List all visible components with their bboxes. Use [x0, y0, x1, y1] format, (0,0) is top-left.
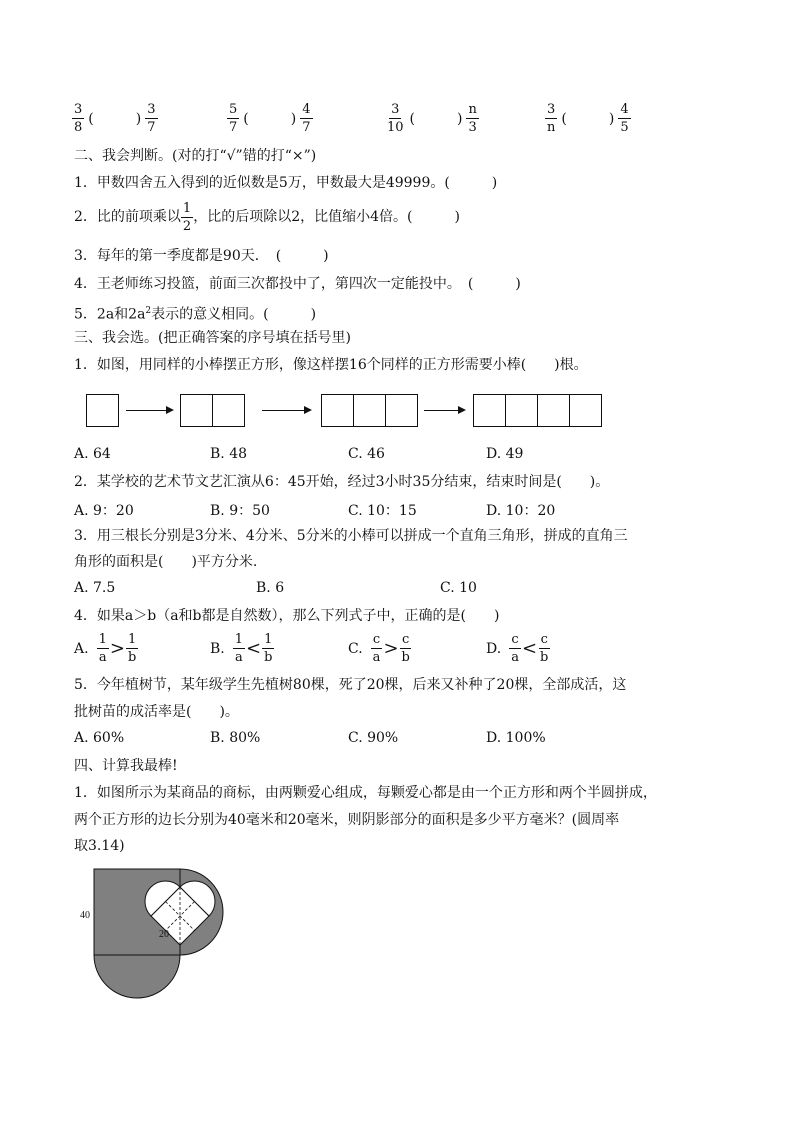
option-label: B.	[210, 640, 225, 657]
answer-paren[interactable]: ( )	[409, 111, 463, 127]
fraction: $\frac{3}{10}$	[387, 101, 404, 135]
fraction: $\frac{1}{a}$	[234, 632, 244, 665]
square	[505, 394, 538, 427]
option-label: D.	[486, 640, 502, 657]
option-d[interactable]	[486, 633, 550, 664]
q5-text-pre: 5．2a和2a	[74, 306, 146, 323]
compare-item-3	[385, 103, 545, 134]
option-c[interactable]: C. 90%	[348, 730, 399, 746]
answer-paren[interactable]: ( )	[243, 111, 297, 127]
compare-row	[72, 98, 631, 138]
square	[537, 394, 570, 427]
label-20: 20	[159, 929, 169, 940]
fraction: $\frac{c}{b}$	[540, 632, 549, 665]
square	[86, 394, 119, 427]
fraction: $\frac{5}{7}$	[229, 101, 238, 135]
option-c[interactable]: C. 10：15	[348, 503, 417, 519]
square	[569, 394, 602, 427]
heart-logo-figure	[76, 864, 256, 1009]
fraction: $\frac{c}{a}$	[372, 632, 381, 665]
choice-question-5-line2: 批树苗的成活率是( )。	[74, 704, 239, 720]
square	[212, 394, 245, 427]
section4-title: 四、计算我最棒!	[74, 758, 178, 774]
judge-question-5	[74, 301, 316, 325]
compare-item-1	[72, 103, 227, 134]
calc-question-1-line3: 取3.14)	[74, 838, 125, 854]
option-a[interactable]: A. 60%	[74, 730, 125, 746]
calc-question-1-line2: 两个正方形的边长分别为40毫米和20毫米，则阴影部分的面积是多少平方毫米？(圆周率	[74, 812, 620, 828]
option-a[interactable]: A. 9：20	[74, 503, 134, 519]
compare-sign: <	[521, 638, 538, 659]
option-label: A.	[74, 640, 89, 657]
square	[353, 394, 386, 427]
square	[180, 394, 213, 427]
option-a[interactable]	[74, 633, 138, 664]
fraction: $\frac{4}{7}$	[302, 101, 311, 135]
option-label: C.	[348, 640, 363, 657]
option-b[interactable]: B. 80%	[210, 730, 261, 746]
section2-title: 二、我会判断。(对的打“√”错的打“×”)	[74, 148, 317, 164]
compare-item-2	[227, 103, 385, 134]
fraction: $\frac{3}{8}$	[74, 101, 83, 135]
square	[473, 394, 506, 427]
calc-question-1-line1: 1．如图所示为某商品的商标，由两颗爱心组成，每颗爱心都是由一个正方形和两个半圆拼成，	[74, 785, 657, 801]
q5-text-post: 表示的意义相同。( )	[151, 306, 317, 323]
compare-sign: >	[383, 638, 399, 659]
option-d[interactable]: D. 100%	[486, 730, 546, 746]
choice-question-1: 1．如图，用同样的小棒摆正方形，像这样摆16个同样的正方形需要小棒( )根。	[74, 357, 588, 373]
option-b[interactable]	[210, 633, 274, 664]
choice-question-5-line1: 5．今年植树节，某年级学生先植树80棵，死了20棵，后来又补种了20棵，全部成活，这	[74, 677, 627, 693]
fraction: $\frac{n}{3}$	[468, 101, 477, 135]
judge-question-1: 1．甲数四舍五入得到的近似数是5万，甲数最大是49999。( )	[74, 175, 498, 191]
fraction: $\frac{3}{7}$	[147, 101, 156, 135]
option-b[interactable]: B. 48	[210, 446, 248, 462]
section3-title: 三、我会选。(把正确答案的序号填在括号里)	[74, 330, 351, 346]
judge-question-2	[74, 200, 460, 234]
choice-question-3-line2: 角形的面积是( )平方分米.	[74, 554, 258, 570]
judge-question-4: 4．王老师练习投篮，前面三次都投中了，第四次一定能投中。 ( )	[74, 276, 521, 292]
arrow-icon	[262, 410, 310, 411]
q2-text-post: ，比的后项除以2，比值缩小4倍。( )	[193, 209, 460, 225]
compare-sign: <	[246, 638, 262, 659]
square	[321, 394, 354, 427]
option-c[interactable]: C. 10	[440, 580, 477, 596]
fraction: $\frac{1}{b}$	[264, 632, 273, 665]
fraction: $\frac{c}{b}$	[401, 632, 410, 665]
judge-question-3: 3．每年的第一季度都是90天． ( )	[74, 248, 329, 264]
square	[385, 394, 418, 427]
option-d[interactable]: D. 10：20	[486, 503, 556, 519]
option-b[interactable]: B. 6	[256, 580, 285, 596]
compare-item-4	[545, 103, 631, 134]
choice-question-2: 2．某学校的艺术节文艺汇演从6：45开始，经过3小时35分结束，结束时间是( )。	[74, 474, 610, 490]
fraction: $\frac{1}{2}$	[182, 200, 192, 234]
arrow-icon	[126, 410, 172, 411]
fraction: $\frac{1}{a}$	[98, 632, 107, 665]
answer-paren[interactable]: ( )	[88, 111, 142, 127]
fraction: $\frac{3}{n}$	[547, 101, 556, 135]
fraction: $\frac{4}{5}$	[620, 101, 629, 135]
option-a[interactable]: A. 7.5	[74, 580, 116, 596]
label-40: 40	[80, 910, 90, 921]
option-b[interactable]: B. 9：50	[210, 503, 270, 519]
q5-exponent: 2	[145, 306, 152, 316]
fraction: $\frac{1}{b}$	[127, 632, 137, 665]
compare-sign: >	[109, 638, 125, 659]
big-semicircle-bottom	[94, 955, 180, 998]
answer-paren[interactable]: ( )	[561, 111, 615, 127]
q2-text-pre: 2．比的前项乘以	[74, 209, 181, 225]
arrow-icon	[424, 410, 464, 411]
choice-question-4: 4．如果a＞b（a和b都是自然数），那么下列式子中，正确的是( )	[74, 608, 500, 624]
option-c[interactable]	[348, 633, 412, 664]
choice-question-3-line1: 3．用三根长分别是3分米、4分米、5分米的小棒可以拼成一个直角三角形，拼成的直角三	[74, 528, 628, 544]
option-a[interactable]: A. 64	[74, 446, 111, 462]
option-c[interactable]: C. 46	[348, 446, 385, 462]
option-d[interactable]: D. 49	[486, 446, 524, 462]
fraction: $\frac{c}{a}$	[511, 632, 519, 665]
